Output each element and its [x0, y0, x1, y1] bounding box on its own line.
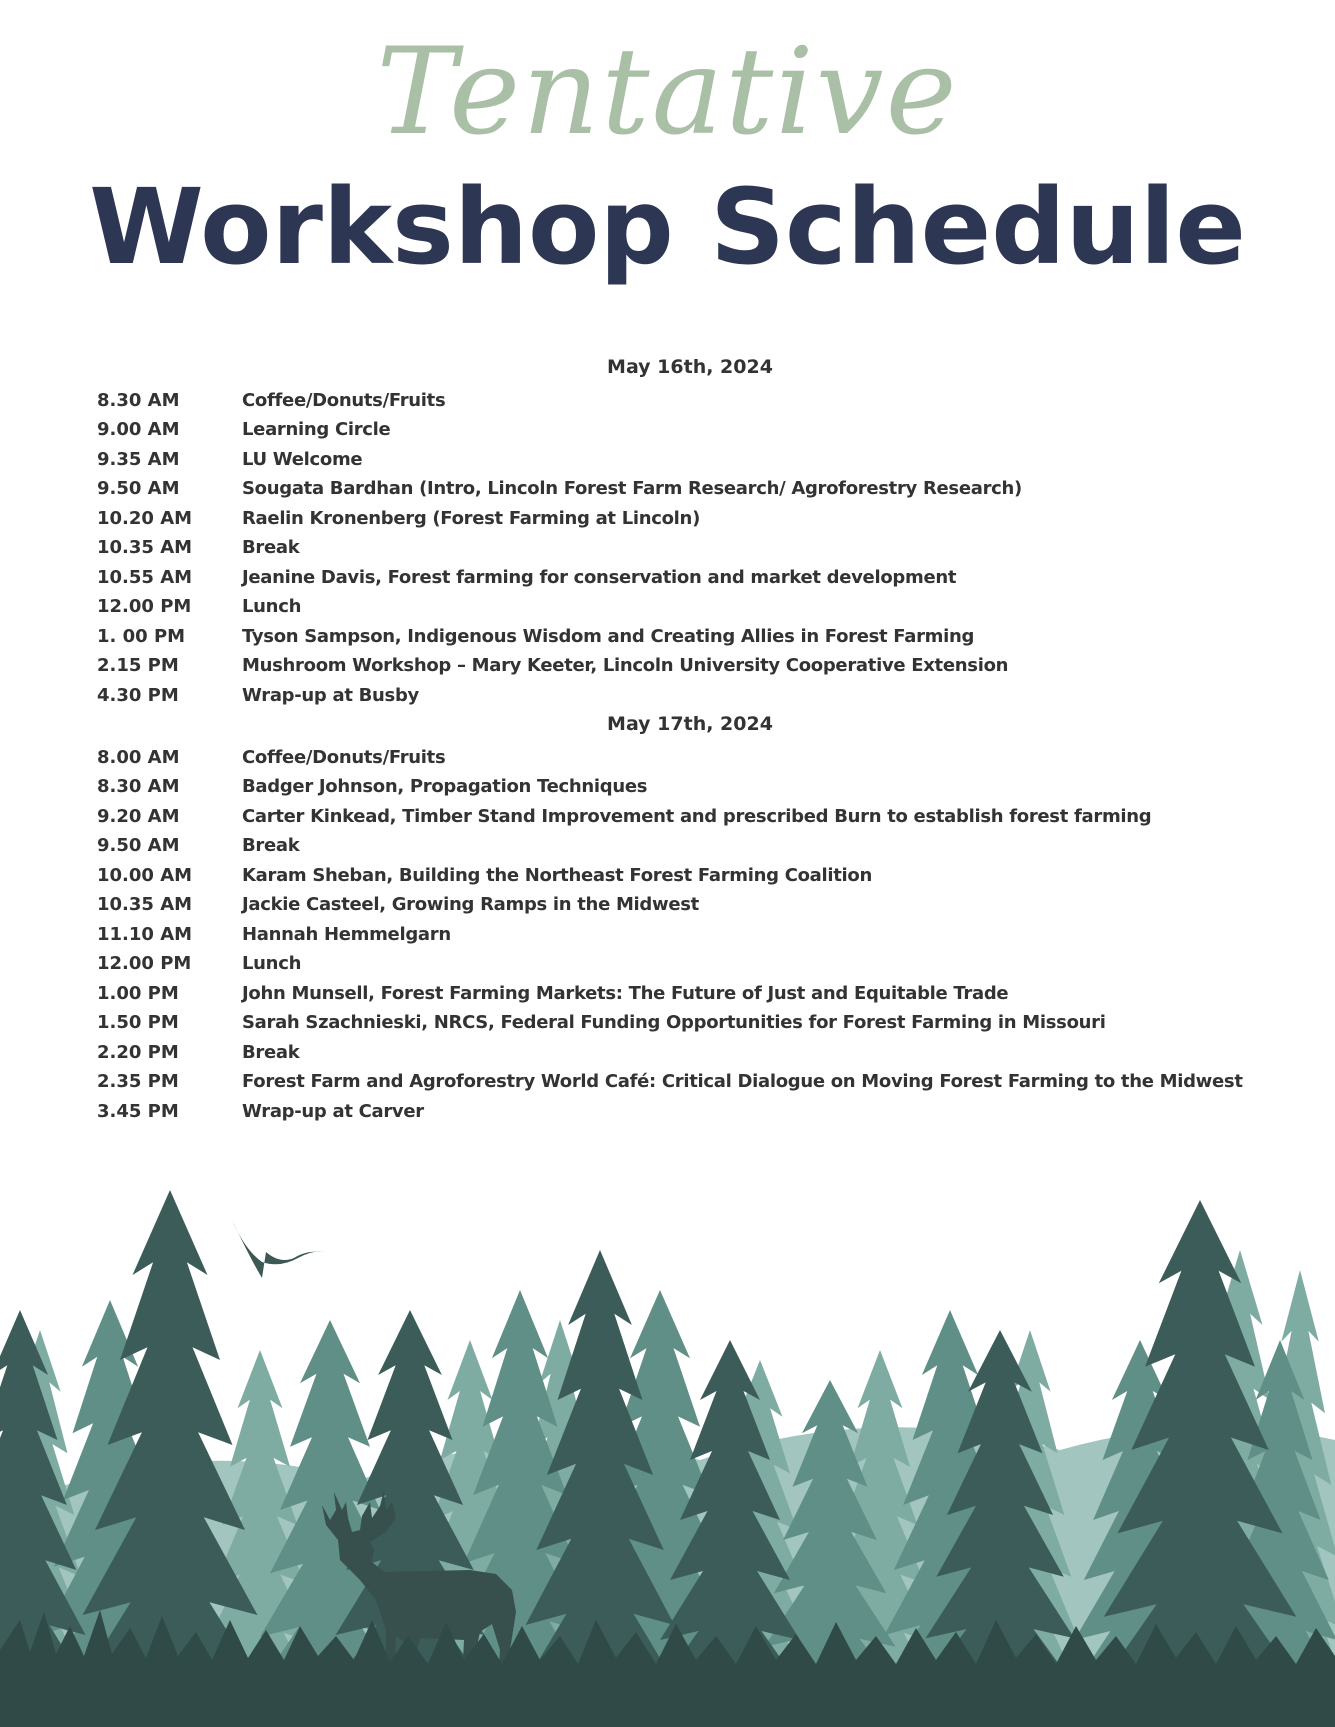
row-time: 8.00 AM [97, 747, 180, 768]
row-event: Mushroom Workshop – Mary Keeter, Lincoln University Cooperative Extension [242, 655, 1009, 676]
bird-icon [232, 1220, 324, 1278]
row-event: Coffee/Donuts/Fruits [242, 747, 446, 768]
page-title: Workshop Schedule [89, 166, 1246, 288]
row-time: 9.50 AM [97, 835, 180, 856]
row-time: 8.30 AM [97, 390, 180, 411]
row-event: Break [242, 1042, 300, 1063]
row-event: Raelin Kronenberg (Forest Farming at Lincoln) [242, 508, 700, 529]
row-event: Break [242, 835, 300, 856]
row-event: Break [242, 537, 300, 558]
row-event: Jeanine Davis, Forest farming for conservation and market development [242, 567, 957, 588]
tentative-title: Tentative [376, 23, 959, 162]
row-time: 2.35 PM [97, 1071, 179, 1092]
row-time: 3.45 PM [97, 1101, 179, 1122]
row-event: Badger Johnson, Propagation Techniques [242, 776, 648, 797]
row-time: 1. 00 PM [97, 626, 186, 647]
row-event: Hannah Hemmelgarn [242, 924, 451, 945]
row-time: 10.20 AM [97, 508, 193, 529]
row-time: 11.10 AM [97, 924, 193, 945]
day-heading-2: May 17th, 2024 [607, 713, 773, 735]
row-event: Carter Kinkead, Timber Stand Improvement and prescribed Burn to establish forest farming [242, 806, 1152, 827]
row-event: Wrap-up at Busby [242, 685, 419, 706]
row-time: 12.00 PM [97, 596, 192, 617]
row-time: 9.50 AM [97, 478, 180, 499]
row-time: 1.50 PM [97, 1012, 179, 1033]
row-time: 10.35 AM [97, 537, 193, 558]
row-event: Forest Farm and Agroforestry World Café: Critical Dialogue on Moving Forest Farming to the Midwest [242, 1071, 1243, 1092]
row-time: 1.00 PM [97, 983, 179, 1004]
row-time: 2.20 PM [97, 1042, 179, 1063]
row-event: John Munsell, Forest Farming Markets: The Future of Just and Equitable Trade [242, 983, 1009, 1004]
row-event: Tyson Sampson, Indigenous Wisdom and Creating Allies in Forest Farming [242, 626, 975, 647]
day-heading-1: May 16th, 2024 [607, 356, 773, 378]
row-event: LU Welcome [242, 449, 363, 470]
row-event: Wrap-up at Carver [242, 1101, 424, 1122]
row-time: 8.30 AM [97, 776, 180, 797]
row-event: Karam Sheban, Building the Northeast Forest Farming Coalition [242, 865, 873, 886]
row-event: Learning Circle [242, 419, 391, 440]
forest-illustration [0, 1180, 1335, 1727]
row-time: 2.15 PM [97, 655, 179, 676]
row-time: 9.35 AM [97, 449, 180, 470]
row-time: 4.30 PM [97, 685, 179, 706]
row-time: 9.20 AM [97, 806, 180, 827]
row-event: Jackie Casteel, Growing Ramps in the Midwest [242, 894, 699, 915]
row-event: Lunch [242, 596, 302, 617]
row-event: Sarah Szachnieski, NRCS, Federal Funding Opportunities for Forest Farming in Missouri [242, 1012, 1106, 1033]
row-time: 10.00 AM [97, 865, 193, 886]
row-event: Sougata Bardhan (Intro, Lincoln Forest Farm Research/ Agroforestry Research) [242, 478, 1022, 499]
row-time: 10.35 AM [97, 894, 193, 915]
row-event: Coffee/Donuts/Fruits [242, 390, 446, 411]
row-time: 10.55 AM [97, 567, 193, 588]
row-time: 12.00 PM [97, 953, 192, 974]
row-time: 9.00 AM [97, 419, 180, 440]
row-event: Lunch [242, 953, 302, 974]
